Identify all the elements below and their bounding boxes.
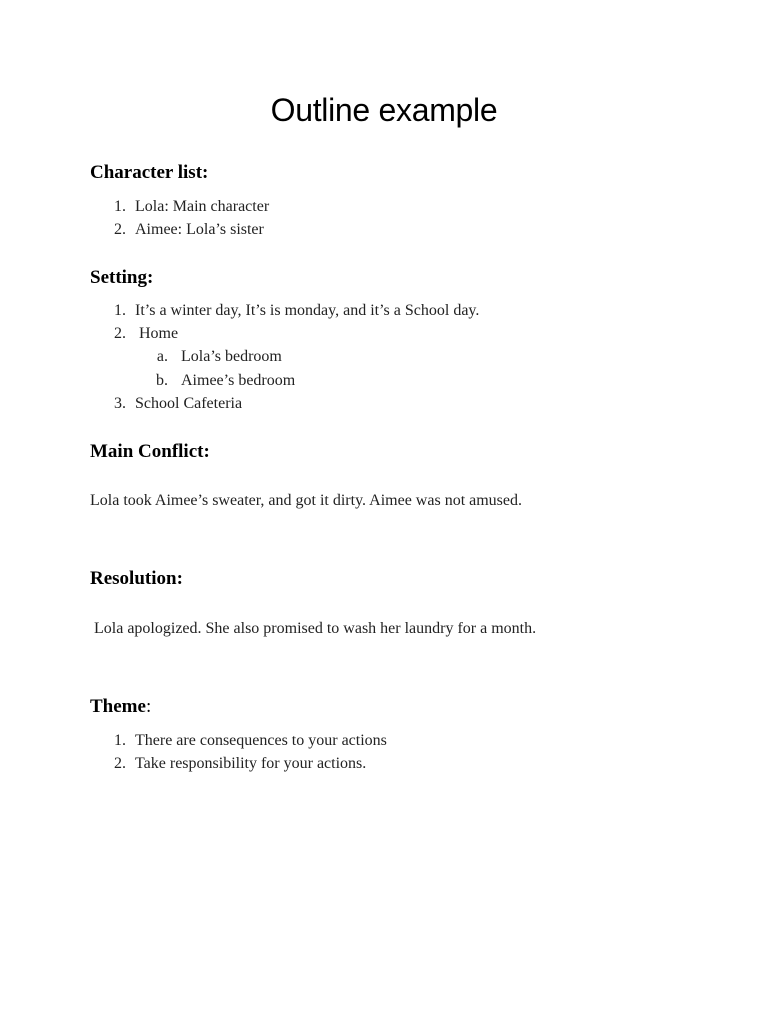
list-item-text: It’s a winter day, It’s is monday, and it’s a School day.: [135, 302, 480, 319]
list-marker: b.: [156, 372, 168, 389]
list-marker: 1.: [114, 302, 126, 319]
theme-heading-colon: :: [145, 696, 152, 717]
resolution-heading: Resolution:: [90, 568, 183, 589]
list-item-text: Lola’s bedroom: [181, 348, 282, 365]
list-item-text: Aimee: Lola’s sister: [135, 221, 264, 238]
resolution-text: Lola apologized. She also promised to wash her laundry for a month.: [94, 620, 537, 637]
theme-heading: [90, 696, 151, 718]
list-marker: 2.: [114, 755, 126, 772]
main-conflict-heading: Main Conflict:: [90, 441, 210, 462]
list-item-text: School Cafeteria: [135, 395, 243, 412]
list-marker: 2.: [114, 325, 126, 342]
list-item-text: Lola: Main character: [135, 198, 270, 215]
list-item-text: Take responsibility for your actions.: [135, 755, 367, 772]
list-marker: 1.: [114, 198, 126, 215]
theme-heading-label: Theme: [90, 696, 146, 717]
document-title: Outline example: [270, 92, 498, 128]
list-marker: a.: [156, 348, 168, 365]
list-item-text: Aimee’s bedroom: [181, 372, 296, 389]
list-marker: 2.: [114, 221, 126, 238]
character-list-heading: Character list:: [90, 162, 209, 183]
list-item-text: There are consequences to your actions: [135, 732, 387, 749]
list-marker: 3.: [114, 395, 126, 412]
list-item-text: Home: [139, 325, 179, 342]
setting-heading: Setting:: [90, 267, 154, 288]
list-marker: 1.: [114, 732, 126, 749]
main-conflict-text: Lola took Aimee’s sweater, and got it dirty. Aimee was not amused.: [90, 492, 523, 509]
